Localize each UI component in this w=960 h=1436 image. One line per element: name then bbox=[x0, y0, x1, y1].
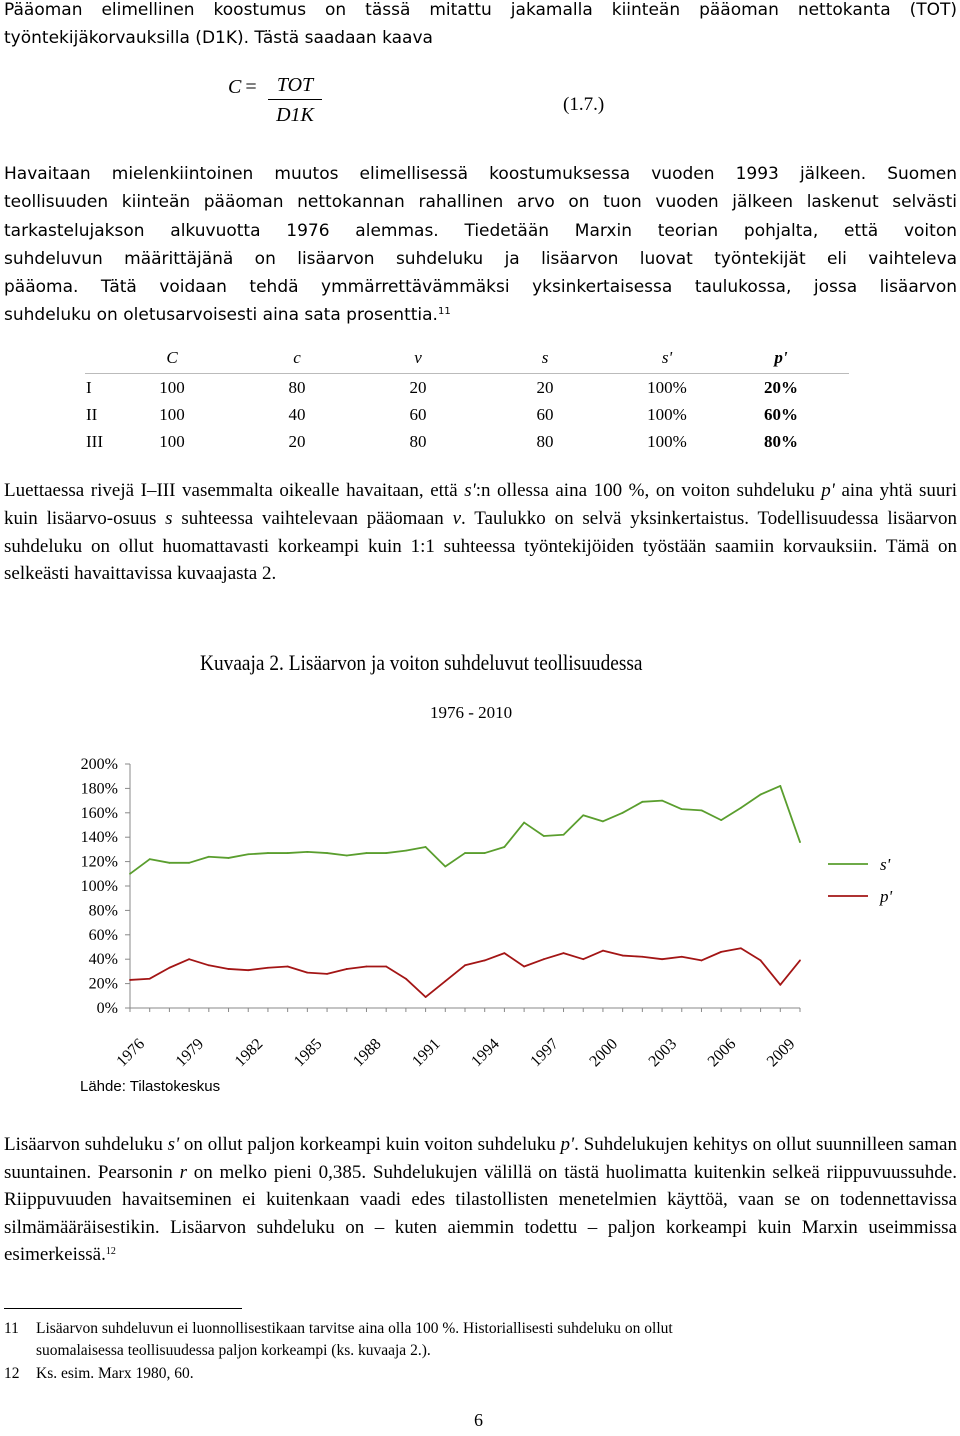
p4-var-s-prime: s' bbox=[167, 1134, 180, 1155]
table-header: c bbox=[227, 343, 367, 374]
p3-text: . Taulukko on selvä yksinkertaistus. Todellisuudessa lisäarvon suhdeluku on ollut huomattavasti korkeampi kuin 1:1 suhteessa työntekijöiden työstään saamiin korvauksiin. Tämä on selkeästi havaittavissa kuvaajasta 2. bbox=[4, 507, 957, 585]
y-tick-label: 140% bbox=[80, 829, 118, 847]
data-point bbox=[779, 785, 781, 787]
p2-line-3: tarkastelujakson alkuvuotta 1976 alemmas. Tiedetään Marxin teorian pohjalta, että voiton bbox=[4, 220, 957, 241]
data-point bbox=[169, 862, 171, 864]
intro-line-1: Pääoman elimellinen koostumus on tässä mitattu jakamalla kiinteän pääoman nettokanta (TOT) bbox=[4, 0, 957, 20]
table-cell: 100 bbox=[159, 377, 185, 397]
data-point bbox=[247, 969, 249, 971]
p3-text: :n ollessa aina 100 %, on voiton suhdeluku bbox=[475, 480, 822, 501]
x-tick-label: 1997 bbox=[527, 1035, 562, 1071]
legend-label: p' bbox=[880, 887, 893, 906]
data-point bbox=[740, 807, 742, 809]
table-cell: 100% bbox=[647, 404, 687, 424]
data-point bbox=[563, 952, 565, 954]
data-point bbox=[563, 834, 565, 836]
data-point bbox=[188, 862, 190, 864]
data-point bbox=[523, 822, 525, 824]
table-row bbox=[85, 374, 849, 402]
data-point bbox=[582, 814, 584, 816]
table-cell: 20 bbox=[536, 377, 554, 397]
data-point bbox=[484, 960, 486, 962]
data-point bbox=[385, 966, 387, 968]
p3-var-s-prime: s' bbox=[464, 480, 476, 501]
chart-subtitle: 1976 - 2010 bbox=[430, 703, 513, 722]
table-header: v bbox=[367, 343, 469, 374]
table-cell: 20% bbox=[764, 377, 798, 397]
table-row bbox=[85, 401, 849, 428]
data-point bbox=[504, 952, 506, 954]
x-tick-label: 1982 bbox=[231, 1035, 267, 1071]
data-point bbox=[306, 972, 308, 974]
p3-text: suhteessa vaihtelevaan pääomaan bbox=[172, 507, 453, 529]
data-point bbox=[228, 968, 230, 970]
data-point bbox=[326, 852, 328, 854]
formula-numerator: TOT bbox=[268, 74, 322, 100]
x-tick-label: 1991 bbox=[409, 1035, 444, 1071]
p4-var-p-prime: p' bbox=[560, 1134, 575, 1155]
data-point bbox=[760, 960, 762, 962]
data-point bbox=[149, 978, 151, 980]
paragraph-4 bbox=[4, 1131, 957, 1269]
data-point bbox=[267, 967, 269, 969]
table-cell: 80 bbox=[288, 377, 306, 397]
data-point bbox=[287, 966, 289, 968]
p4-var-r: r bbox=[179, 1161, 187, 1183]
table-header-row bbox=[85, 343, 849, 374]
paragraph-3 bbox=[4, 477, 957, 588]
footnote-text: suomalaisessa teollisuudessa paljon korkeampi (ks. kuvaaja 2.). bbox=[36, 1342, 431, 1359]
p2-line-6: suhdeluku on oletusarvoisesti aina sata prosenttia.$^{11}$ bbox=[4, 305, 451, 326]
y-tick-label: 40% bbox=[88, 951, 118, 969]
data-point bbox=[641, 956, 643, 958]
footnote-text: Lisäarvon suhdeluvun ei luonnollisestikaan tarvitse aina olla 100 %. Historiallisesti suhdeluku on ollut bbox=[36, 1320, 673, 1337]
formula-fraction bbox=[268, 74, 322, 127]
table-row bbox=[85, 428, 849, 455]
p2-line-1: Havaitaan mielenkiintoinen muutos elimellisessä koostumuksessa vuoden 1993 jälkeen. Suomen bbox=[4, 164, 957, 184]
chart-title: Kuvaaja 2. Lisäarvon ja voiton suhdeluvut teollisuudessa bbox=[200, 650, 643, 675]
p4-text: on melko pieni 0,385. Suhdelukujen välillä on tästä huolimatta kuitenkin selkeä riippuvuussuhde. Riippuvuuden havaitseminen ei kuitenkaan vaadi edes tilastollisten menetelmien käyttöä, vaan se on todennettavissa silmämääräisestikin. Lisäarvon suhdeluku on – kuten aiemmin todettu – paljon korkeampi kuin Marxin useimmissa esimerkeissä. bbox=[4, 1161, 957, 1266]
data-point bbox=[444, 980, 446, 982]
example-table bbox=[85, 343, 849, 455]
data-point bbox=[346, 855, 348, 857]
table-cell: III bbox=[86, 431, 103, 451]
table-cell: I bbox=[86, 377, 92, 397]
x-tick-label: 1988 bbox=[349, 1035, 385, 1071]
series-line-s-prime bbox=[130, 786, 800, 874]
table-cell: 80 bbox=[409, 431, 427, 451]
data-point bbox=[543, 958, 545, 960]
data-point bbox=[306, 851, 308, 853]
p3-var-v: v bbox=[452, 507, 462, 529]
footnote-separator bbox=[4, 1308, 242, 1309]
paragraph-2 bbox=[4, 160, 957, 330]
data-point bbox=[188, 958, 190, 960]
data-point bbox=[681, 956, 683, 958]
y-tick-label: 200% bbox=[80, 756, 118, 773]
footnote-ref-12[interactable]: 12 bbox=[105, 1246, 116, 1258]
x-tick-label: 2009 bbox=[763, 1035, 799, 1071]
table-cell: II bbox=[86, 404, 98, 424]
data-point bbox=[602, 820, 604, 822]
data-point bbox=[504, 846, 506, 848]
data-point bbox=[760, 794, 762, 796]
page-number: 6 bbox=[474, 1410, 483, 1430]
data-point bbox=[484, 852, 486, 854]
data-point bbox=[799, 960, 801, 962]
formula-denominator: D1K bbox=[276, 104, 314, 126]
data-point bbox=[208, 964, 210, 966]
data-point bbox=[799, 841, 801, 843]
table-cell: 60% bbox=[764, 404, 798, 424]
data-point bbox=[622, 955, 624, 957]
data-point bbox=[740, 947, 742, 949]
data-point bbox=[701, 960, 703, 962]
data-point bbox=[681, 808, 683, 810]
table-cell: 100 bbox=[159, 431, 185, 451]
data-point bbox=[720, 819, 722, 821]
data-point bbox=[543, 835, 545, 837]
p4-text: Lisäarvon suhdeluku bbox=[4, 1134, 168, 1155]
data-point bbox=[701, 809, 703, 811]
intro-paragraph bbox=[4, 0, 957, 53]
p3-var-s: s bbox=[165, 507, 173, 529]
footnote-11 bbox=[4, 1318, 673, 1362]
data-point bbox=[523, 966, 525, 968]
y-tick-label: 80% bbox=[88, 902, 118, 920]
x-tick-label: 1979 bbox=[172, 1035, 208, 1071]
table-header: p' bbox=[713, 343, 849, 374]
data-point bbox=[464, 964, 466, 966]
data-point bbox=[385, 852, 387, 854]
data-point bbox=[622, 812, 624, 814]
data-point bbox=[405, 978, 407, 980]
data-point bbox=[129, 979, 131, 981]
footnote-text: Ks. esim. Marx 1980, 60. bbox=[36, 1365, 194, 1382]
data-point bbox=[366, 852, 368, 854]
chart-source: Lähde: Tilastokeskus bbox=[80, 1078, 221, 1095]
data-point bbox=[346, 968, 348, 970]
footnote-ref-11[interactable]: 11 bbox=[437, 306, 451, 318]
table-cell: 80 bbox=[536, 431, 554, 451]
y-tick-label: 20% bbox=[88, 975, 118, 993]
y-tick-label: 100% bbox=[80, 878, 118, 895]
data-point bbox=[267, 852, 269, 854]
footnote-number: 12 bbox=[4, 1365, 20, 1382]
formula-lhs: C = bbox=[228, 76, 257, 98]
y-tick-label: 180% bbox=[80, 780, 118, 798]
table-cell: 80% bbox=[764, 431, 798, 451]
data-point bbox=[287, 852, 289, 854]
p3-var-p-prime: p' bbox=[821, 480, 835, 501]
data-point bbox=[464, 852, 466, 854]
y-tick-label: 60% bbox=[88, 926, 118, 944]
p4-text: . Suhdelukujen kehitys on ollut suunnilleen saman suuntainen. Pearsonin bbox=[4, 1134, 957, 1183]
table-cell: 20 bbox=[288, 431, 306, 451]
table-cell: 100 bbox=[159, 404, 185, 424]
table-header bbox=[85, 343, 117, 374]
data-point bbox=[779, 984, 781, 986]
data-point bbox=[208, 856, 210, 858]
p4-text: on ollut paljon korkeampi kuin voiton suhdeluku bbox=[179, 1134, 561, 1155]
data-point bbox=[641, 801, 643, 803]
data-point bbox=[661, 800, 663, 802]
data-point bbox=[425, 996, 427, 998]
x-tick-label: 1994 bbox=[468, 1035, 503, 1071]
intro-line-2: työntekijäkorvauksilla (D1K). Tästä saadaan kaava bbox=[4, 28, 433, 49]
data-point bbox=[149, 858, 151, 860]
data-point bbox=[720, 951, 722, 953]
x-tick-label: 1976 bbox=[113, 1035, 149, 1071]
data-point bbox=[661, 958, 663, 960]
table-header: s bbox=[469, 343, 621, 374]
data-point bbox=[326, 973, 328, 975]
data-point bbox=[425, 846, 427, 848]
data-point bbox=[602, 950, 604, 952]
data-point bbox=[444, 866, 446, 868]
line-chart bbox=[0, 740, 960, 1080]
series-line-p-prime bbox=[130, 948, 800, 997]
p2-line-5: pääoma. Tätä voidaan tehdä ymmärrettävämmäksi yksinkertaisessa taulukossa, jossa lisäarvon bbox=[4, 277, 957, 298]
data-point bbox=[129, 873, 131, 875]
table-cell: 60 bbox=[409, 404, 427, 424]
x-tick-label: 2006 bbox=[704, 1035, 740, 1071]
data-point bbox=[405, 850, 407, 852]
footnote-number: 11 bbox=[4, 1320, 19, 1337]
data-point bbox=[582, 958, 584, 960]
p2-line-2: teollisuuden kiinteän pääoman nettokannan rahallinen arvo on tuon vuoden jälkeen laskenut selvästi bbox=[4, 192, 957, 213]
table-cell: 100% bbox=[647, 377, 687, 397]
table-header: C bbox=[117, 343, 227, 374]
table-cell: 100% bbox=[647, 431, 687, 451]
p3-text: Luettaessa rivejä I–III vasemmalta oikealle havaitaan, että bbox=[4, 480, 465, 501]
data-point bbox=[247, 853, 249, 855]
y-tick-label: 0% bbox=[96, 1000, 118, 1017]
equation-number: (1.7.) bbox=[563, 94, 605, 115]
footnote-12 bbox=[4, 1363, 194, 1385]
x-tick-label: 1985 bbox=[290, 1035, 326, 1071]
data-point bbox=[169, 967, 171, 969]
table-cell: 20 bbox=[409, 377, 427, 397]
y-tick-label: 120% bbox=[80, 853, 118, 871]
y-tick-label: 160% bbox=[80, 804, 118, 822]
p3-text: aina yhtä suuri kuin lisäarvo-osuus bbox=[4, 480, 957, 529]
table-cell: 40 bbox=[288, 404, 306, 424]
data-point bbox=[228, 857, 230, 859]
legend-label: s' bbox=[880, 855, 891, 874]
x-tick-label: 2003 bbox=[645, 1035, 681, 1071]
p2-line-4: suhdeluvun määrittäjänä on lisäarvon suhdeluku ja lisäarvon luovat työntekijät eli vaihteleva bbox=[4, 248, 957, 269]
table-cell: 60 bbox=[536, 404, 554, 424]
data-point bbox=[366, 966, 368, 968]
table-header: s' bbox=[621, 343, 713, 374]
x-tick-label: 2000 bbox=[586, 1035, 622, 1071]
